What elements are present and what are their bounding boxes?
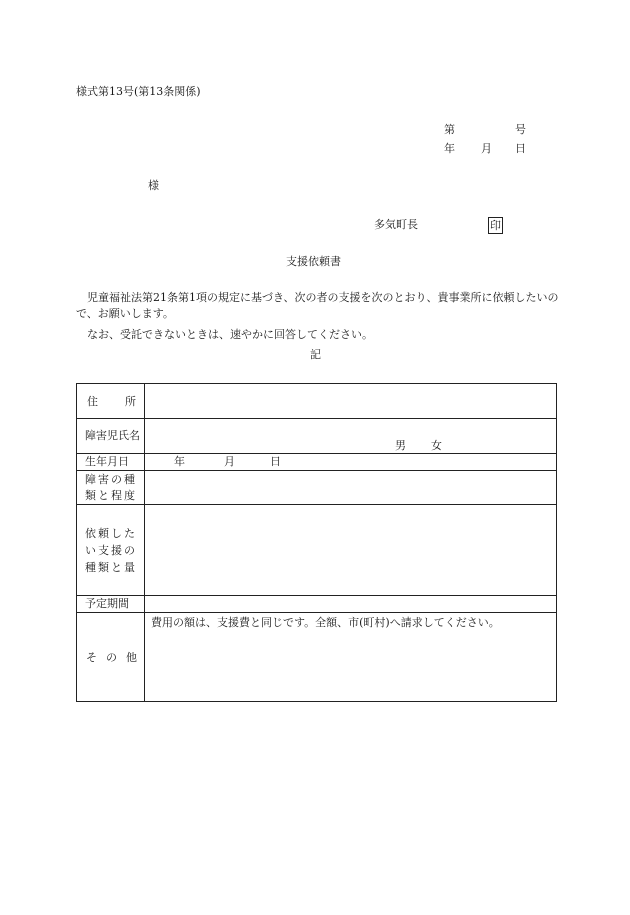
doc-no-suffix: 号: [515, 123, 526, 136]
application-table: [76, 383, 557, 702]
period-value[interactable]: [145, 596, 557, 613]
date-year: 年: [444, 142, 455, 155]
date-day: 日: [515, 142, 526, 155]
sex-female[interactable]: 女: [431, 439, 442, 452]
disability-label: [77, 471, 145, 505]
document-title: 支援依頼書: [286, 255, 341, 268]
form-number: 様式第13号(第13条関係): [76, 85, 201, 98]
support-label: [77, 505, 145, 596]
support-label-1: 依頼した: [85, 526, 137, 540]
issuer-name: 多気町長: [374, 218, 418, 231]
dob-month: 月: [224, 455, 235, 468]
dob-day: 日: [270, 455, 281, 468]
name-label: [77, 419, 145, 454]
addressee-suffix: 様: [148, 179, 159, 192]
seal-mark: 印: [490, 219, 501, 232]
address-value[interactable]: [145, 384, 557, 419]
ki-marker: 記: [310, 348, 321, 361]
other-text: 費用の額は、支援費と同じです。全額、市(町村)へ請求してください。: [151, 616, 500, 629]
issuer-seal: [488, 217, 503, 234]
period-label: [77, 596, 145, 613]
doc-no-prefix: 第: [444, 123, 455, 136]
dob-year: 年: [174, 455, 185, 468]
date-month: 月: [481, 142, 492, 155]
disability-label-1: 障害の種: [85, 472, 137, 486]
row-period: [77, 596, 557, 613]
address-label-1: 住: [87, 395, 98, 408]
period-label-text: 予定期間: [85, 597, 129, 610]
disability-label-2: 類と程度: [85, 488, 137, 502]
body-paragraph-1: 児童福祉法第21条第1項の規定に基づき、次の者の支援を次のとおり、貴事業所に依頼したいので、お願いします。: [76, 291, 559, 320]
address-label-2: 所: [125, 395, 136, 408]
address-label: [77, 384, 145, 419]
row-disability: [77, 471, 557, 505]
dob-label: [77, 454, 145, 471]
disability-value[interactable]: [145, 471, 557, 505]
other-label: [77, 613, 145, 702]
name-value[interactable]: [145, 419, 557, 454]
row-support: [77, 505, 557, 596]
other-value[interactable]: [145, 613, 557, 702]
row-address: [77, 384, 557, 419]
body-paragraph-2: なお、受託できないときは、速やかに回答してください。: [87, 328, 373, 341]
row-other: [77, 613, 557, 702]
dob-value[interactable]: [145, 454, 557, 471]
row-dob: [77, 454, 557, 471]
support-value[interactable]: [145, 505, 557, 596]
support-label-3: 種類と量: [85, 560, 137, 574]
sex-male[interactable]: 男: [395, 439, 406, 452]
support-label-2: い支援の: [85, 543, 137, 557]
dob-label-text: 生年月日: [85, 455, 129, 468]
other-label-2: の: [106, 651, 117, 664]
other-label-1: そ: [86, 651, 97, 664]
row-name: [77, 419, 557, 454]
other-label-3: 他: [126, 651, 137, 664]
name-label-text: 障害児氏名: [85, 429, 140, 442]
